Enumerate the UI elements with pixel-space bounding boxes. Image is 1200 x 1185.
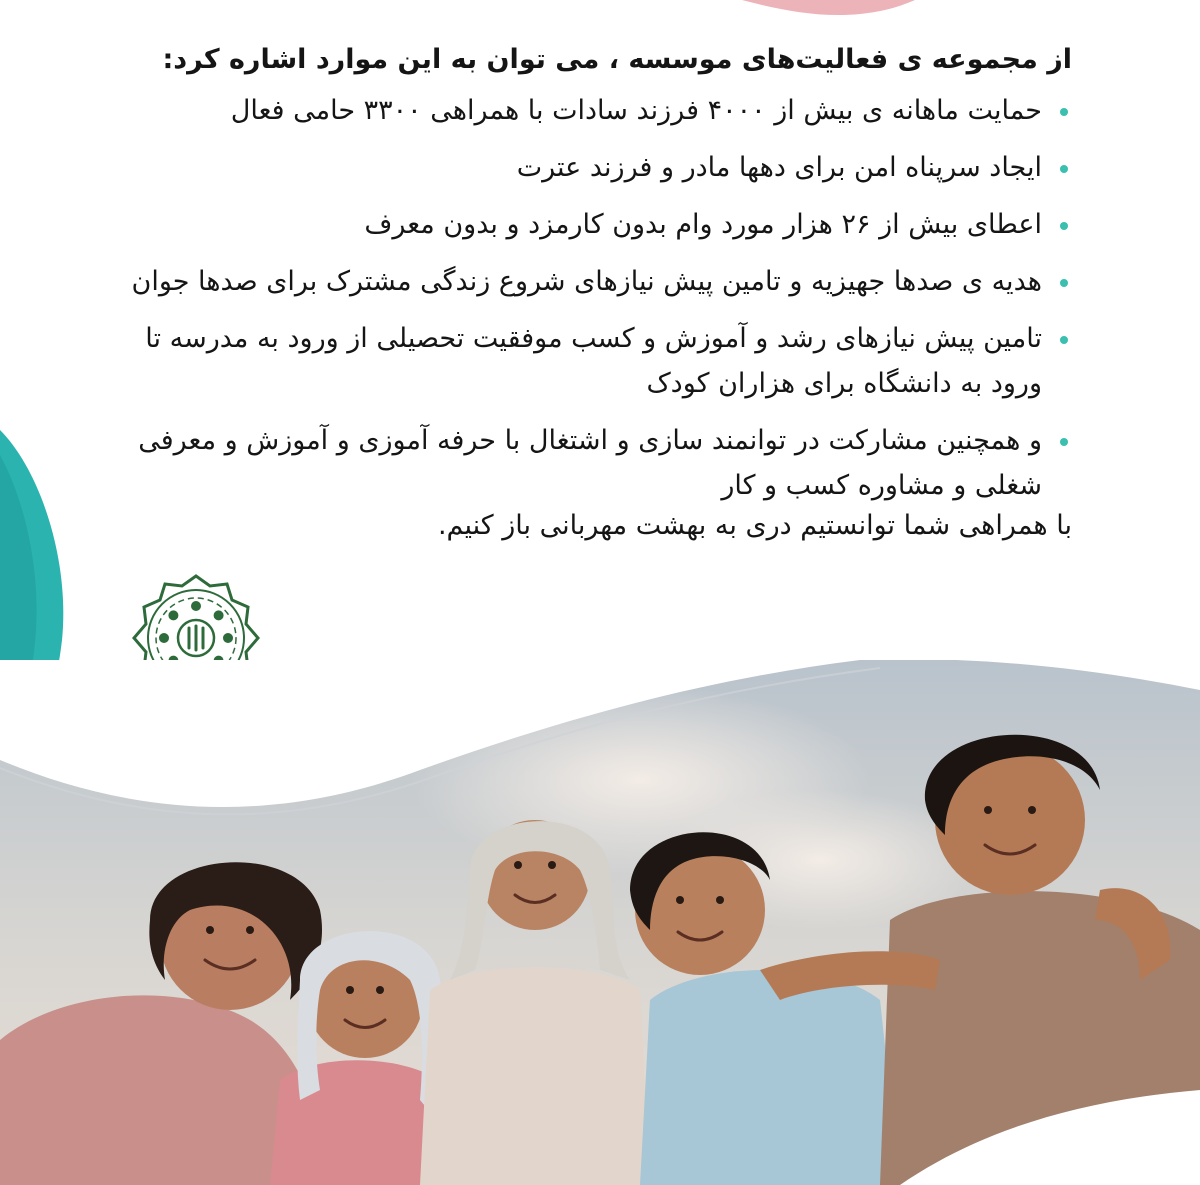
bullet-dot-icon: [1060, 165, 1068, 173]
list-item: [128, 316, 1072, 406]
bullet-dot-icon: [1060, 222, 1068, 230]
list-item: [128, 202, 1072, 247]
children-photo: [0, 660, 1200, 1185]
list-item-text: اعطای بیش از ۲۶ هزار مورد وام بدون کارمزد و بدون معرف: [364, 209, 1042, 240]
list-item-text: تامین پیش نیازهای رشد و آموزش و کسب موفقیت تحصیلی از ورود به مدرسه تا ورود به دانشگاه برای هزاران کودک: [145, 323, 1042, 399]
bullet-dot-icon: [1060, 279, 1068, 287]
pink-brush-stroke: [742, 0, 915, 15]
activities-heading: از مجموعه ی فعالیت‌های موسسه ، می توان به این موارد اشاره کرد:: [162, 44, 1072, 75]
list-item: [128, 145, 1072, 190]
list-item-text: و همچنین مشارکت در توانمند سازی و اشتغال با حرفه آموزی و آموزش و معرفی شغلی و مشاوره کسب و کار: [138, 425, 1042, 501]
activities-list: [128, 88, 1072, 508]
bullet-dot-icon: [1060, 336, 1068, 344]
activities-text-block: [128, 38, 1072, 546]
list-item: [128, 88, 1072, 133]
list-item-text: حمایت ماهانه ی بیش از ۴۰۰۰ فرزند سادات با همراهی ۳۳۰۰ حامی فعال: [230, 95, 1042, 126]
bullet-dot-icon: [1060, 438, 1068, 446]
bullet-dot-icon: [1060, 108, 1068, 116]
list-item-text: هدیه ی صدها جهیزیه و تامین پیش نیازهای شروع زندگی مشترک برای صدها جوان: [131, 266, 1042, 297]
closing-sentence: با همراهی شما توانستیم دری به بهشت مهربانی باز کنیم.: [437, 510, 1072, 541]
list-item: [128, 259, 1072, 304]
list-item-text: ایجاد سرپناه امن برای دهها مادر و فرزند عترت: [516, 152, 1042, 183]
list-item: [128, 418, 1072, 508]
